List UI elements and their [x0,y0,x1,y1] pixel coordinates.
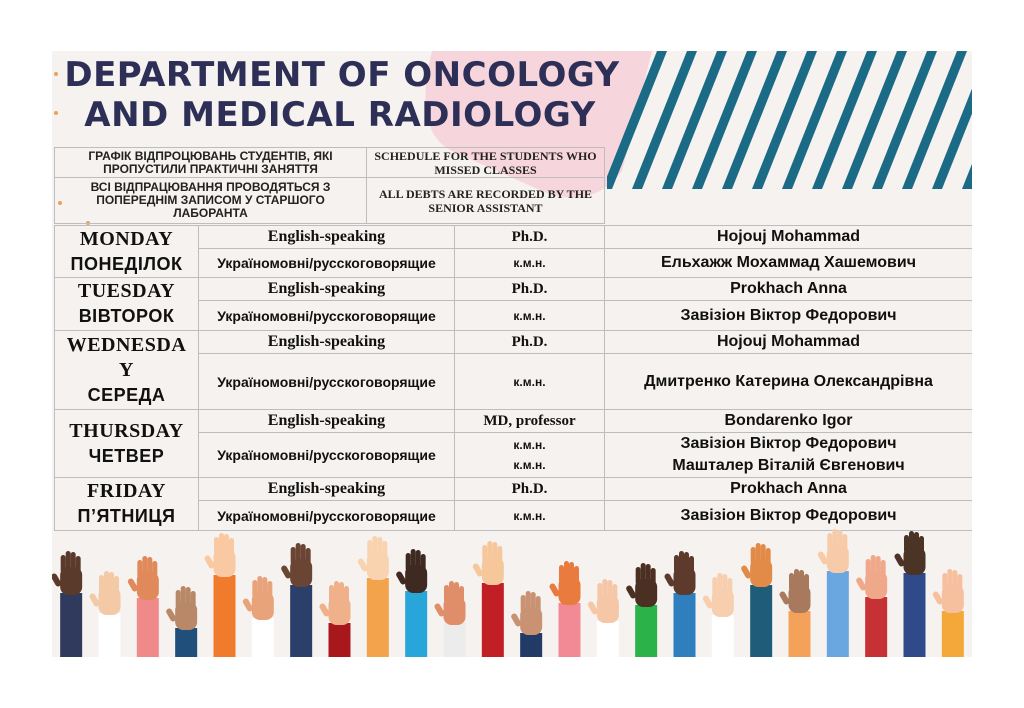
raised-hand [52,551,82,657]
teacher-cell: Hojouj Mohammad [605,331,973,354]
group-cell: Україномовні/русскоговорящие [199,249,455,278]
degree-cell: к.м.н. [455,501,605,531]
stripe [872,51,937,189]
day-en-label: Y [119,358,134,381]
raised-hand [510,591,542,657]
day-en-label: FRIDAY [87,480,166,502]
raised-hand [318,581,350,657]
teacher-cell: Hojouj Mohammad [605,226,973,249]
table-row [55,410,973,433]
raised-hand [242,576,274,657]
day-thursday [55,410,199,478]
degree-cell: Ph.D. [455,478,605,501]
raised-hand [778,569,810,657]
debts-en-text: ALL DEBTS ARE RECORDED BY THE SENIOR ASSISTANT [367,178,605,224]
raised-hand [663,551,695,657]
day-en-label: THURSDAY [69,419,184,442]
teacher-cell: Ельхажж Мохаммад Хашемович [605,249,973,278]
raised-hand [203,533,235,657]
teacher-cell: Bondarenko Igor [605,410,973,433]
teacher-line: Завізіон Віктор Федорович [680,435,897,452]
degree-cell: к.м.н. [455,354,605,410]
raised-hand [855,555,887,657]
raised-hand [893,531,925,657]
day-ua-label: ПОНЕДІЛОК [70,253,183,274]
raised-hand [127,556,159,657]
degree-cell [455,433,605,478]
table-row [55,278,973,301]
raised-hand [472,541,504,657]
day-en-label: TUESDAY [77,280,176,302]
degree-cell: Ph.D. [455,226,605,249]
table-row [55,478,973,501]
raised-hand [587,579,619,657]
dot-decoration [54,111,58,115]
degree-cell: к.м.н. [455,301,605,331]
raised-hand [433,581,465,657]
day-ua-label: П’ЯТНИЦЯ [77,506,176,526]
degree-line: к.м.н. [513,458,546,472]
debts-ua-text: ВСІ ВІДПРАЦЮВАННЯ ПРОВОДЯТЬСЯ З ПОПЕРЕДНІМ ЗАПИСОМ У СТАРШОГО ЛАБОРАНТА [55,178,367,224]
day-tuesday [55,278,199,331]
group-cell: English-speaking [199,410,455,433]
raised-hand [165,586,197,657]
raised-hand [702,573,734,657]
day-ua-label: ЧЕТВЕР [88,445,165,466]
schedule-ua-text: ГРАФІК ВІДПРОЦЮВАНЬ СТУДЕНТІВ, ЯКІ ПРОПУСТИЛИ ПРАКТИЧНІ ЗАНЯТТЯ [55,148,367,178]
group-cell: English-speaking [199,226,455,249]
stripe [692,51,757,189]
title-line-2: AND MEDICAL RADIOLOGY [84,95,596,135]
degree-cell: Ph.D. [455,331,605,354]
teacher-cell [605,433,973,478]
stripe [782,51,847,189]
group-cell: Україномовні/русскоговорящие [199,501,455,531]
poster [52,51,972,657]
schedule-en-text: SCHEDULE FOR THE STUDENTS WHO MISSED CLASSES [367,148,605,178]
stripe [752,51,817,189]
stripe [722,51,787,189]
day-en-label: WEDNESDA [66,333,187,356]
raised-hand [817,529,849,657]
group-cell: English-speaking [199,331,455,354]
teacher-cell: Дмитренко Катерина Олександрівна [605,354,973,410]
group-cell: Україномовні/русскоговорящие [199,354,455,410]
stripe [842,51,907,189]
stripe [902,51,967,189]
day-ua-label: ВІВТОРОК [78,306,175,326]
raised-hand [88,571,120,657]
raised-hand [625,563,657,657]
day-wednesday [55,331,199,410]
diagonal-stripes-decoration [607,51,972,189]
info-table [54,147,605,224]
raised-hand [280,543,312,657]
degree-line: к.м.н. [513,438,546,452]
teacher-line: Машталер Віталій Євгенович [672,457,905,474]
degree-cell: Ph.D. [455,278,605,301]
degree-cell: к.м.н. [455,249,605,278]
day-monday [55,226,199,278]
teacher-cell: Prokhach Anna [605,478,973,501]
raised-hands-illustration [52,521,972,657]
raised-hand [740,543,772,657]
raised-hand [932,569,964,657]
dot-decoration [54,72,58,76]
raised-hand [357,536,389,657]
teacher-cell: Завізіон Віктор Федорович [605,501,973,531]
stripe [812,51,877,189]
raised-hand [395,549,427,657]
group-cell: English-speaking [199,278,455,301]
group-cell: English-speaking [199,478,455,501]
day-en-label: MONDAY [79,227,174,250]
teacher-cell: Завізіон Віктор Федорович [605,301,973,331]
schedule-table [54,225,972,531]
teacher-cell: Prokhach Anna [605,278,973,301]
table-row [55,331,973,354]
raised-hand [548,561,580,657]
group-cell: Україномовні/русскоговорящие [199,301,455,331]
day-ua-label: СЕРЕДА [87,384,166,405]
stripe [662,51,727,189]
degree-cell: MD, professor [455,410,605,433]
group-cell: Україномовні/русскоговорящие [199,433,455,478]
table-row [55,226,973,249]
title-line-1: DEPARTMENT OF ONCOLOGY [64,55,620,95]
